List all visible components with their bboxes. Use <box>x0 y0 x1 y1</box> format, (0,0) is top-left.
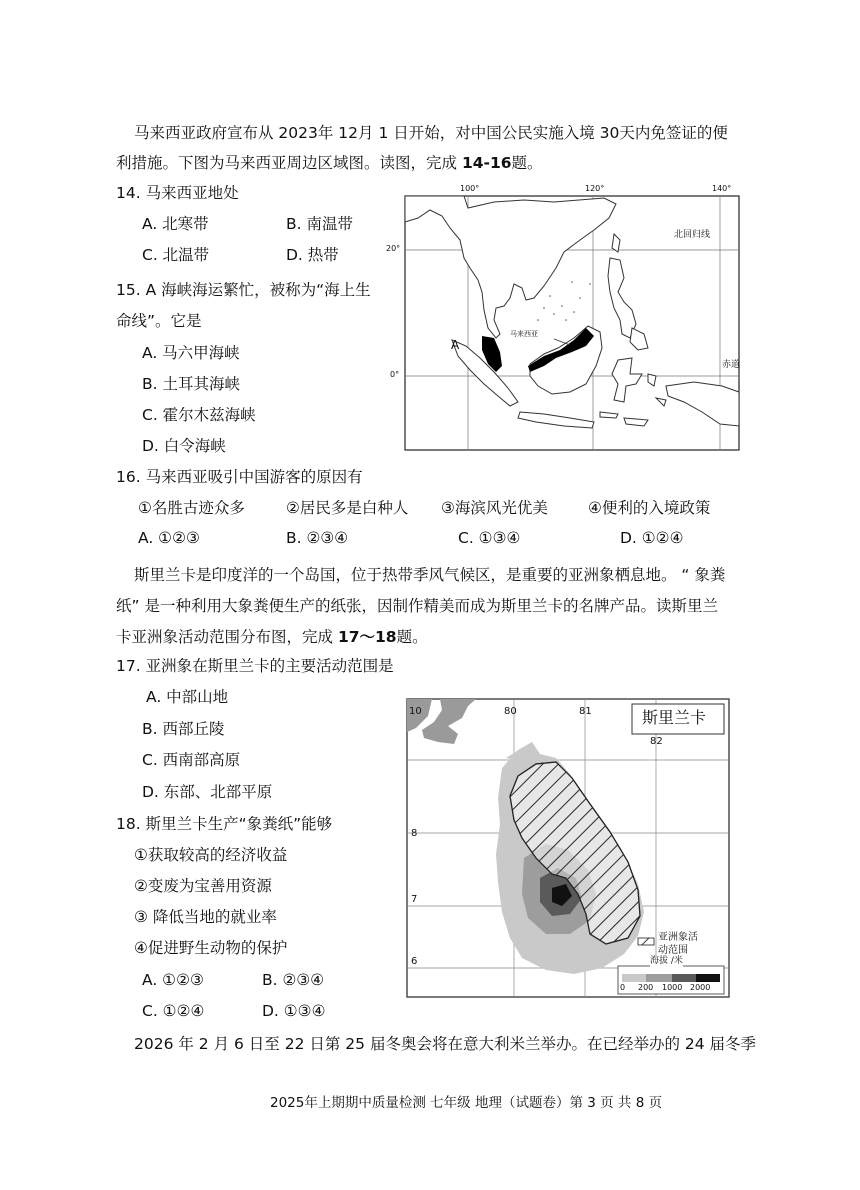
malaysia-region-map <box>386 184 741 452</box>
question-14-stem: 14. 马来西亚地处 <box>116 184 239 202</box>
q17-option-b[interactable]: B. 西部丘陵 <box>142 720 225 738</box>
q18-option-a[interactable]: A. ①②③ <box>142 971 204 989</box>
map2-lat-7: 7 <box>411 894 418 905</box>
malaysia-label: 马来西亚 <box>510 330 538 338</box>
q17-option-c[interactable]: C. 西南部高原 <box>142 751 241 769</box>
question-17-stem: 17. 亚洲象在斯里兰卡的主要活动范围是 <box>116 657 394 675</box>
q14-option-b[interactable]: B. 南温带 <box>286 215 353 233</box>
q15-option-c[interactable]: C. 霍尔木兹海峡 <box>142 406 256 424</box>
map2-lon-81: 81 <box>579 706 592 717</box>
legend-range-label: 亚洲象活 <box>658 932 698 943</box>
q14-option-d[interactable]: D. 热带 <box>286 246 339 264</box>
q14-option-c[interactable]: C. 北温带 <box>142 246 210 264</box>
map1-lon-140: 140° <box>712 184 732 193</box>
map1-lat-20: 20° <box>386 244 401 253</box>
q15-option-a[interactable]: A. 马六甲海峡 <box>142 344 240 362</box>
strait-a-label: A <box>451 338 460 352</box>
map1-lat-0: 0° <box>390 370 400 379</box>
question-16-stem: 16. 马来西亚吸引中国游客的原因有 <box>116 468 363 486</box>
q18-item-4: ④促进野生动物的保护 <box>134 939 288 957</box>
map2-lat-6: 6 <box>411 956 418 967</box>
intro-text: 卡亚洲象活动范围分布图，完成 <box>116 628 338 646</box>
q16-option-b[interactable]: B. ②③④ <box>286 529 349 547</box>
q15-option-d[interactable]: D. 白令海峡 <box>142 437 226 455</box>
map2-lon-80: 80 <box>504 706 517 717</box>
q16-item-1: ①名胜古迹众多 <box>138 499 245 517</box>
q17-option-a[interactable]: A. 中部山地 <box>146 688 229 706</box>
intro-text: 题。 <box>396 628 428 646</box>
intro-text: 题。 <box>511 154 543 172</box>
question-15-stem-line2: 命线”。它是 <box>116 312 202 330</box>
q18-option-d[interactable]: D. ①③④ <box>262 1002 326 1020</box>
equator-label: 赤道 <box>722 360 741 370</box>
legend-elev-200: 200 <box>638 983 654 992</box>
q16-option-a[interactable]: A. ①②③ <box>138 529 200 547</box>
intro-paragraph-1-line2 <box>116 154 543 173</box>
q18-item-3: ③ 降低当地的就业率 <box>134 908 277 926</box>
intro-paragraph-2-line3 <box>116 628 428 647</box>
map2-lat-8: 8 <box>411 828 418 839</box>
intro-paragraph-2: 斯里兰卡是印度洋的一个岛国，位于热带季风气候区，是重要的亚洲象栖息地。 “ 象粪 <box>134 566 726 584</box>
q18-item-2: ②变废为宝善用资源 <box>134 877 272 895</box>
page-footer: 2025年上期期中质量检测 七年级 地理（试题卷）第 3 页 共 8 页 <box>270 1095 663 1111</box>
question-15-stem: 15. A 海峡海运繁忙，被称为“海上生 <box>116 281 371 299</box>
q18-item-1: ①获取较高的经济收益 <box>134 846 288 864</box>
legend-elev-2000: 2000 <box>690 983 711 992</box>
question-18-stem: 18. 斯里兰卡生产“象粪纸”能够 <box>116 815 333 833</box>
intro-paragraph-1: 马来西亚政府宣布从 2023年 12月 1 日开始，对中国公民实施入境 30天内免签证的便 <box>134 124 728 142</box>
q18-option-b[interactable]: B. ②③④ <box>262 971 325 989</box>
tropic-of-cancer-label: 北回归线 <box>674 230 711 240</box>
q18-option-c[interactable]: C. ①②④ <box>142 1002 205 1020</box>
q16-item-4: ④便利的入境政策 <box>588 499 711 517</box>
map2-lat-10: 10 <box>409 706 422 717</box>
intro-text: 利措施。下图为马来西亚周边区域图。读图，完成 <box>116 154 462 172</box>
q15-option-b[interactable]: B. 土耳其海峡 <box>142 375 240 393</box>
q16-item-2: ②居民多是白种人 <box>286 499 409 517</box>
q17-option-d[interactable]: D. 东部、北部平原 <box>142 783 273 801</box>
legend-range-label-line2: 动范围 <box>658 945 688 956</box>
map1-lon-100: 100° <box>460 184 480 193</box>
map2-lon-82: 82 <box>650 736 663 747</box>
sri-lanka-map-title: 斯里兰卡 <box>642 708 707 727</box>
intro-paragraph-2-line2: 纸” 是一种利用大象粪便生产的纸张，因制作精美而成为斯里兰卡的名牌产品。读斯里兰 <box>116 597 718 615</box>
q16-option-d[interactable]: D. ①②④ <box>620 529 684 547</box>
q14-option-a[interactable]: A. 北寒带 <box>142 215 209 233</box>
legend-elev-0: 0 <box>620 983 626 992</box>
sri-lanka-elephant-map <box>406 698 730 998</box>
question-range: 14-16 <box>461 154 512 172</box>
question-range: 17～18 <box>337 628 397 646</box>
map1-lon-120: 120° <box>585 184 605 193</box>
legend-elevation-title: 海拔 /米 <box>650 956 683 966</box>
legend-elev-1000: 1000 <box>662 983 683 992</box>
closing-paragraph: 2026 年 2 月 6 日至 22 日第 25 届冬奥会将在意大利米兰举办。在已经举办的 24 届冬季 <box>134 1035 757 1053</box>
q16-option-c[interactable]: C. ①③④ <box>458 529 521 547</box>
q16-item-3: ③海滨风光优美 <box>441 499 548 517</box>
